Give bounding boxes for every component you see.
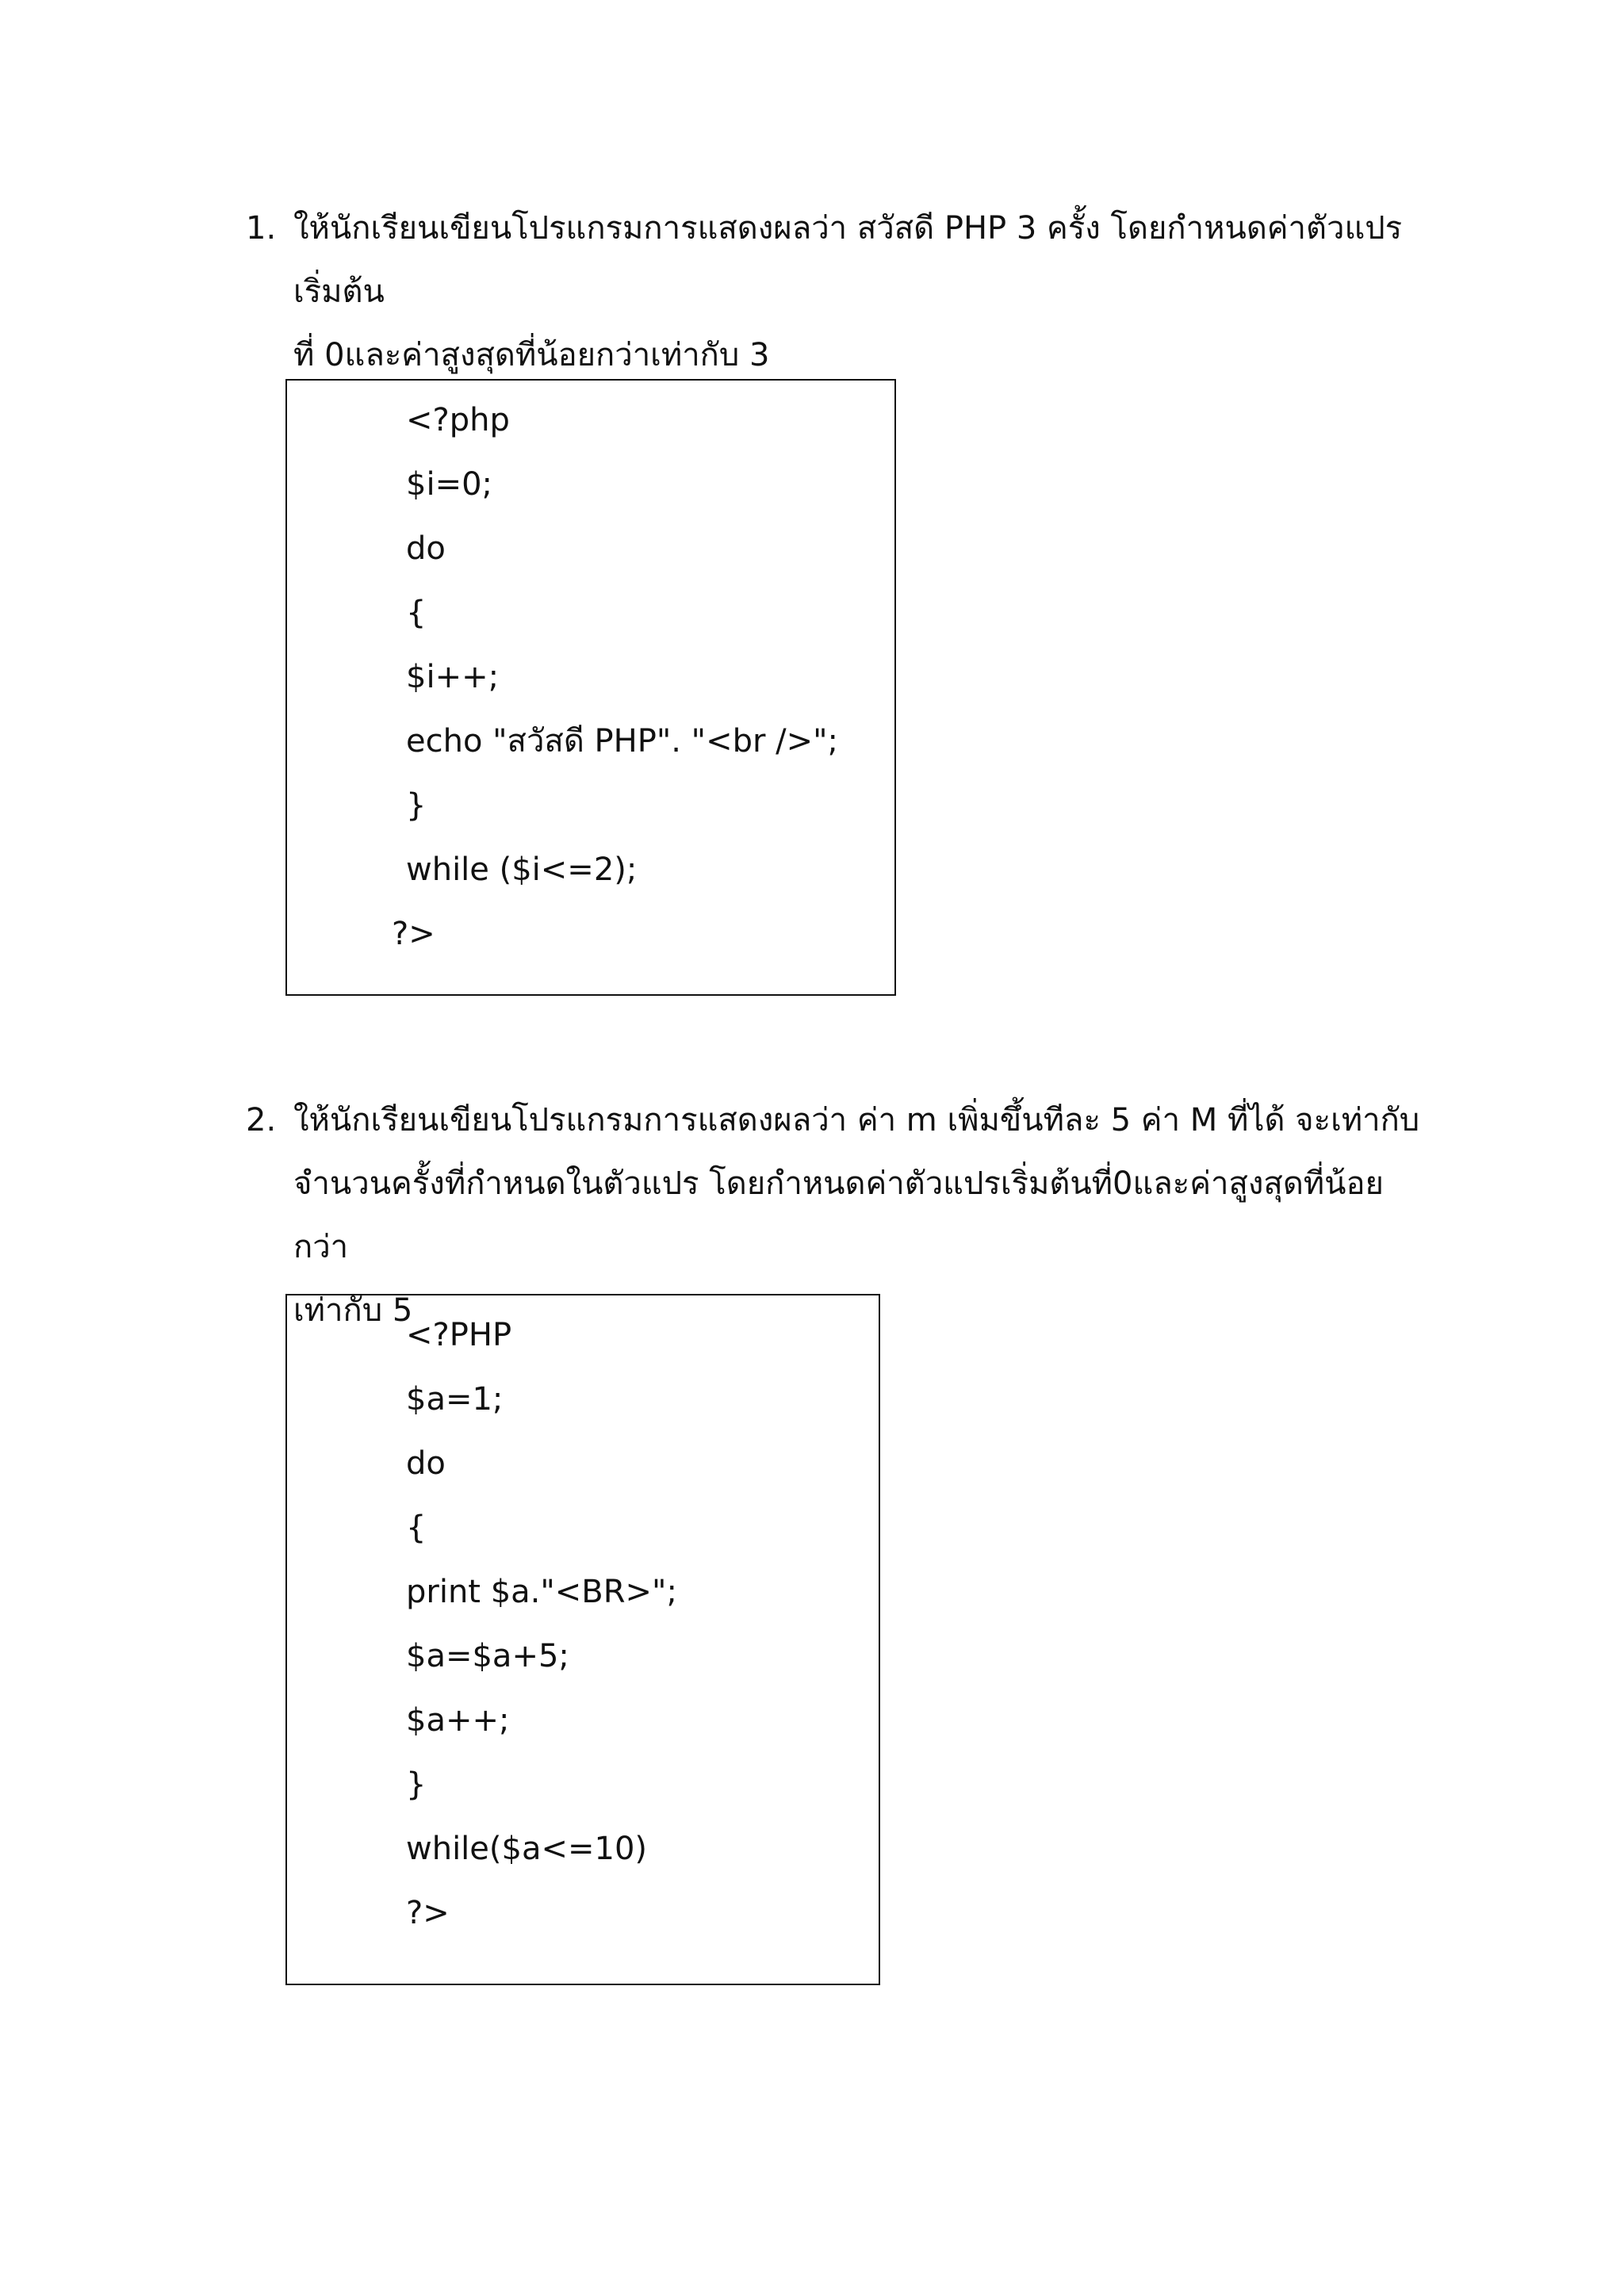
code-box-2 <box>285 1294 880 1985</box>
code-line: do <box>406 1445 446 1482</box>
code-line: while($a<=10) <box>406 1831 648 1867</box>
code-line: do <box>406 530 446 567</box>
code-box-1 <box>285 379 896 996</box>
question-text: ให้นักเรียนเขียนโปรแกรมการแสดงผลว่า ค่า m เพิ่มขึ้นทีละ 5 ค่า M ที่ได้ จะเท่ากับ จำนวนครั้งที่กำหนดในตัวแปร โดยกำหนดค่าตัวแปรเริ่มต้นที่0และค่าสูงสุดที่น้อยกว่า เท่ากับ 5 <box>293 1102 1420 1329</box>
code-line: echo "สวัสดี PHP". "<br />"; <box>406 723 838 760</box>
code-line: $i++; <box>406 659 500 695</box>
question-number: 2. <box>246 1102 277 1138</box>
code-line: } <box>406 787 427 824</box>
code-line: ?> <box>392 916 435 952</box>
code-line: { <box>406 595 427 631</box>
code-line: <?PHP <box>406 1317 512 1353</box>
code-line: <?php <box>406 402 510 438</box>
question-text: ให้นักเรียนเขียนโปรแกรมการแสดงผลว่า สวัสดี PHP 3 ครั้ง โดยกำหนดค่าตัวแปรเริ่มต้น ที่ 0และค่าสูงสุดที่น้อยกว่าเท่ากับ 3 <box>293 210 1403 373</box>
question-1 <box>246 197 1435 387</box>
code-line: ?> <box>406 1895 450 1931</box>
code-line: $a=$a+5; <box>406 1638 569 1674</box>
code-line: print $a."<BR>"; <box>406 1574 677 1610</box>
code-line: $i=0; <box>406 466 493 503</box>
code-line: { <box>406 1510 427 1546</box>
code-line: $a++; <box>406 1702 510 1739</box>
code-line: $a=1; <box>406 1381 504 1418</box>
code-line: while ($i<=2); <box>406 851 638 888</box>
question-number: 1. <box>246 210 277 247</box>
code-line: } <box>406 1766 427 1803</box>
